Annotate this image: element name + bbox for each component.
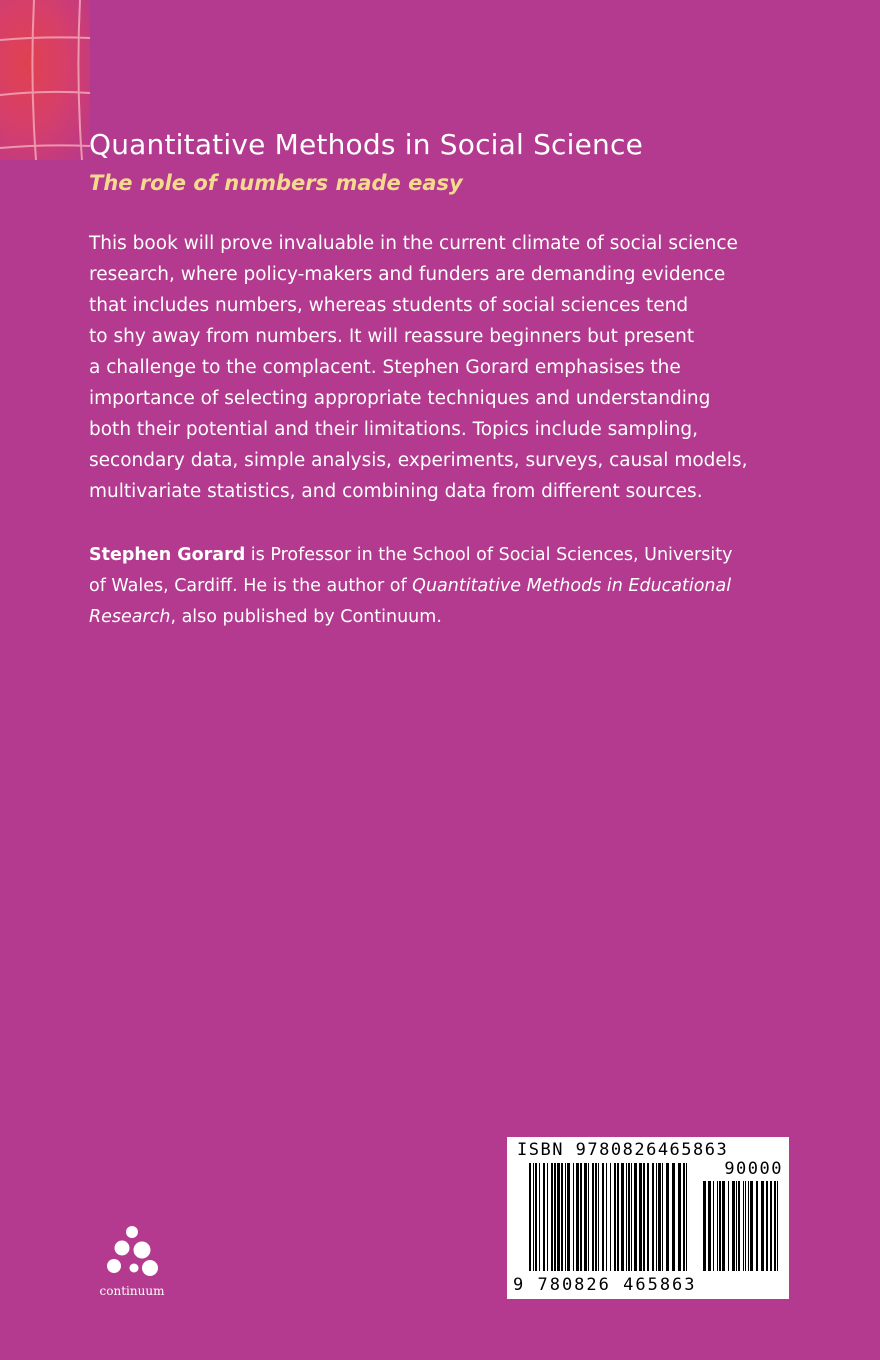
bio-line xyxy=(89,540,789,571)
description-line: that includes numbers, whereas students of social sciences tend xyxy=(89,295,689,316)
isbn-barcode xyxy=(507,1137,789,1299)
publisher-name: continuum xyxy=(99,1284,165,1298)
description-line: both their potential and their limitations. Topics include sampling, xyxy=(89,419,698,440)
bio-line xyxy=(89,571,789,602)
isbn-label: ISBN 9780826465863 xyxy=(517,1140,729,1160)
description-line: research, where policy-makers and funders are demanding evidence xyxy=(89,264,726,285)
description-line: This book will prove invaluable in the current climate of social science xyxy=(89,233,738,254)
bio-line xyxy=(89,602,789,633)
author-bio xyxy=(89,540,789,633)
bio-text: of Wales, Cardiff. He is the author of xyxy=(89,576,413,596)
barcode-addon-bars-icon xyxy=(703,1181,781,1271)
bio-text: , also published by Continuum. xyxy=(170,607,442,627)
barcode-bars-icon xyxy=(529,1163,691,1271)
grid-pattern-icon xyxy=(0,0,90,160)
cover-corner-image xyxy=(0,0,90,160)
author-name: Stephen Gorard xyxy=(89,545,246,565)
other-book-title: Research xyxy=(89,607,171,627)
description-line: to shy away from numbers. It will reassure beginners but present xyxy=(89,326,695,347)
description-line: secondary data, simple analysis, experiments, surveys, causal models, xyxy=(89,450,748,471)
bio-text: is Professor in the School of Social Sciences, University xyxy=(245,545,733,565)
book-subtitle: The role of numbers made easy xyxy=(89,171,463,195)
description-line: importance of selecting appropriate techniques and understanding xyxy=(89,388,711,409)
price-code: 90000 xyxy=(724,1159,783,1179)
book-description xyxy=(89,228,789,507)
description-line: multivariate statistics, and combining data from different sources. xyxy=(89,481,703,502)
barcode-digits: 9 780826 465863 xyxy=(513,1275,697,1295)
description-line: a challenge to the complacent. Stephen Gorard emphasises the xyxy=(89,357,681,378)
book-title: Quantitative Methods in Social Science xyxy=(89,128,644,161)
other-book-title: Quantitative Methods in Educational xyxy=(412,576,732,596)
